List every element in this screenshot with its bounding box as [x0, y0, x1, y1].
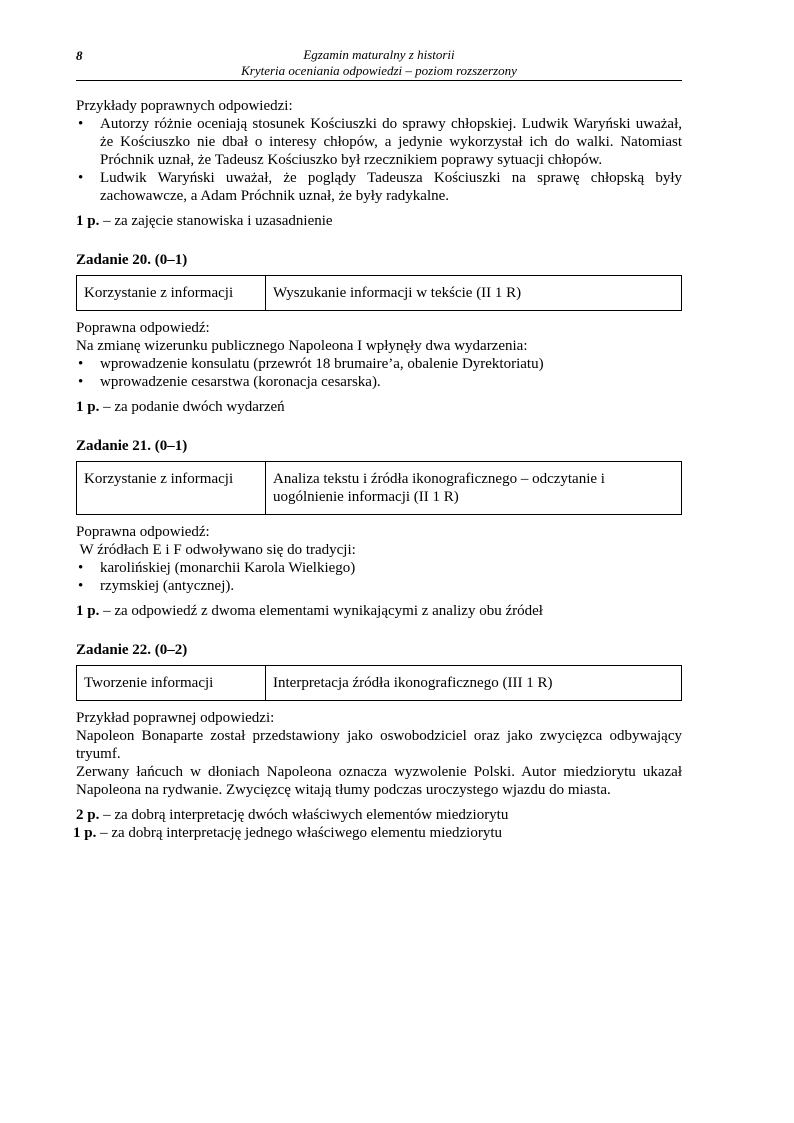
task-22-title: Zadanie 22. (0–2) [76, 642, 188, 658]
answer-bullet-list [76, 355, 682, 391]
answer-bullet-item: • wprowadzenie konsulatu (przewrót 18 brumaire’a, obalenie Dyrektoriatu) [78, 356, 544, 372]
answer-label: Poprawna odpowiedź: [76, 320, 210, 336]
criteria-requirement-cell: Interpretacja źródła ikonograficznego (III 1 R) [266, 666, 682, 701]
bullet-icon: • [78, 578, 84, 594]
intro-bullet-item: • Ludwik Waryński uważał, że poglądy Tadeusza Kościuszki na sprawę chłopską były zachowawcze, a Adam Próchnik uznał, że były radykalne. [78, 170, 682, 204]
task-22-section [73, 641, 682, 842]
page-number: 8 [76, 48, 83, 63]
intro-answer-label: Przykłady poprawnych odpowiedzi: [76, 98, 293, 114]
answer-label: Poprawna odpowiedź: [76, 524, 210, 540]
task-21-answer [76, 523, 682, 620]
task-20-score-line: 1 p. – za podanie dwóch wydarzeń [76, 399, 285, 415]
intro-score-line: 1 p. – za zajęcie stanowiska i uzasadnienie [76, 213, 333, 229]
answer-bullet-item: • wprowadzenie cesarstwa (koronacja cesarska). [78, 374, 381, 390]
page-header [76, 46, 682, 81]
criteria-area-cell: Tworzenie informacji [77, 666, 266, 701]
task-20-criteria-table [76, 275, 682, 311]
answer-label: Przykład poprawnej odpowiedzi: [76, 710, 275, 726]
task-21-title: Zadanie 21. (0–1) [76, 438, 188, 454]
answer-paragraph: Napoleon Bonaparte został przedstawiony jako oswobodziciel oraz jako zwycięzca odbywający tryumf. [76, 728, 682, 762]
bullet-icon: • [78, 356, 84, 372]
bullet-icon: • [78, 560, 84, 576]
task-22-answer [73, 709, 682, 842]
answer-bullet-item: • rzymskiej (antycznej). [78, 578, 235, 594]
criteria-area-cell: Korzystanie z informacji [77, 462, 266, 515]
intro-bullet-item: • Autorzy różnie oceniają stosunek Kościuszki do sprawy chłopskiej. Ludwik Waryński uważał, że Kościuszko nie dbał o interesy chłopów, a jedynie wykorzystał ich do walki. Natomiast Próchnik uznał, że Tadeusz Kościuszko był rzecznikiem poprawy sytuacji chłopów. [78, 116, 682, 168]
header-exam-title: Egzamin maturalny z historii [303, 47, 455, 62]
task-21-section [76, 437, 682, 620]
answer-bullet-item: • karolińskiej (monarchii Karola Wielkiego) [78, 560, 356, 576]
criteria-requirement-cell: Analiza tekstu i źródła ikonograficznego – odczytanie i uogólnienie informacji (II 1 R) [266, 462, 682, 515]
bullet-icon: • [78, 116, 84, 132]
task-22-score-line: 2 p. – za dobrą interpretację dwóch właściwych elementów miedziorytu [76, 807, 509, 823]
task-20-title: Zadanie 20. (0–1) [76, 252, 188, 268]
answer-paragraph: Zerwany łańcuch w dłoniach Napoleona oznacza wyzwolenie Polski. Autor miedziorytu ukazał Napoleona na rydwanie. Zwycięzcę witają tłumy podczas uroczystego wjazdu do miasta. [76, 764, 682, 798]
header-criteria-title: Kryteria oceniania odpowiedzi – poziom rozszerzony [241, 63, 517, 78]
header-title [76, 47, 682, 79]
criteria-area-cell: Korzystanie z informacji [77, 276, 266, 311]
answer-bullet-list [76, 559, 682, 595]
task-20-section [76, 251, 682, 416]
bullet-icon: • [78, 170, 84, 186]
criteria-requirement-cell: Wyszukanie informacji w tekście (II 1 R) [266, 276, 682, 311]
bullet-icon: • [78, 374, 84, 390]
task-22-score-line: 1 p. – za dobrą interpretację jednego właściwego elementu miedziorytu [73, 825, 503, 841]
task-20-answer [76, 319, 682, 416]
answer-intro: W źródłach E i F odwoływano się do tradycji: [76, 542, 356, 558]
intro-section [76, 97, 682, 230]
intro-bullet-list [76, 115, 682, 205]
task-22-criteria-table [76, 665, 682, 701]
task-21-criteria-table [76, 461, 682, 515]
task-21-score-line: 1 p. – za odpowiedź z dwoma elementami wynikającymi z analizy obu źródeł [76, 603, 543, 619]
document-page [73, 46, 682, 842]
answer-intro: Na zmianę wizerunku publicznego Napoleona I wpłynęły dwa wydarzenia: [76, 338, 528, 354]
